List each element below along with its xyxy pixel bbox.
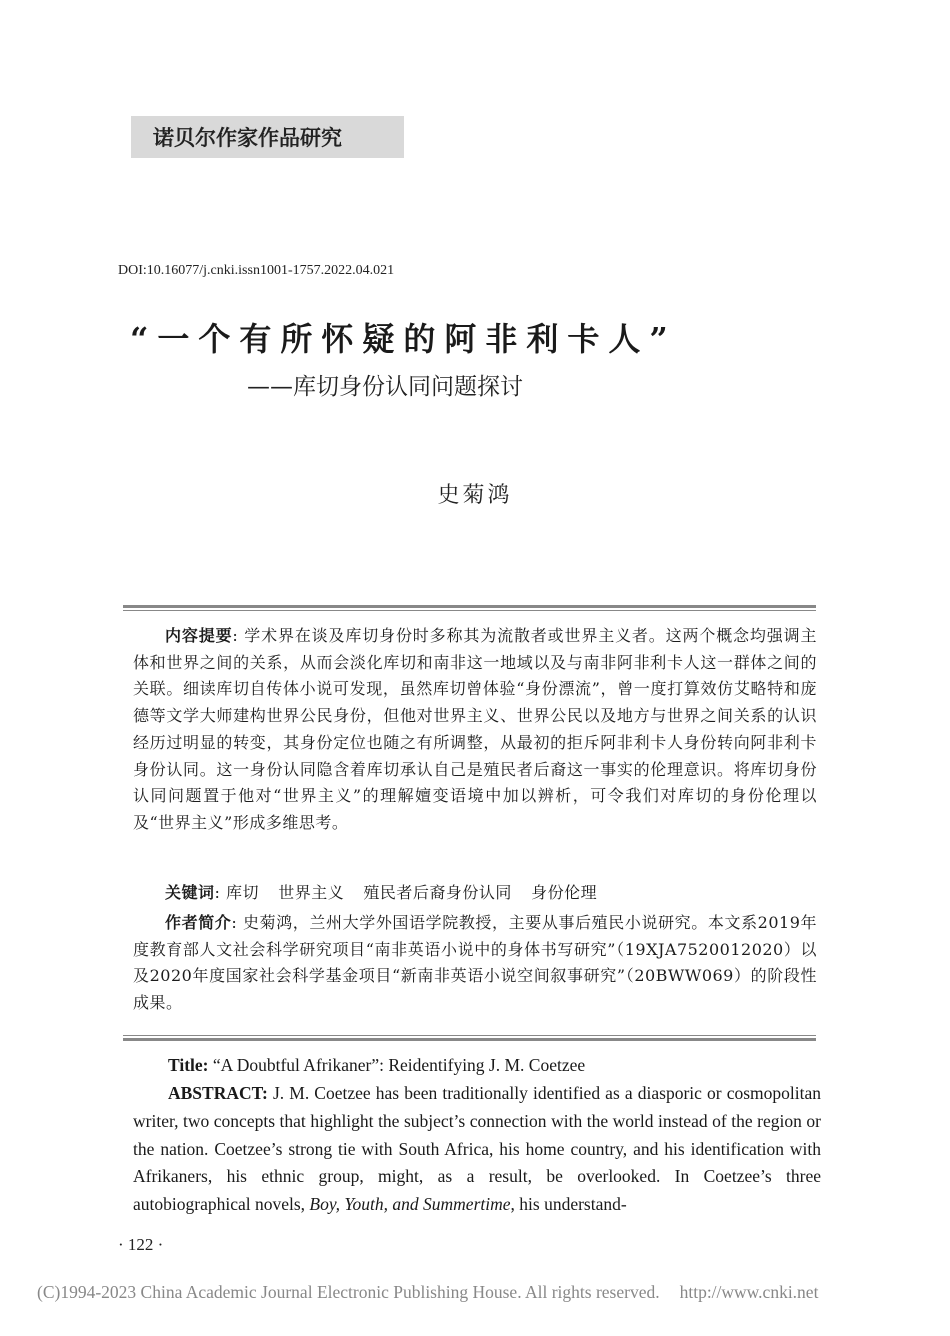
keyword-item: 身份伦理 <box>531 883 598 902</box>
english-abstract-novels: Boy, Youth, and Summertime <box>309 1194 511 1215</box>
keyword-item: 库切 <box>226 883 260 902</box>
english-title-label: Title: <box>168 1055 209 1075</box>
author-bio-text: : 史菊鸿，兰州大学外国语学院教授，主要从事后殖民小说研究。本文系2019年度教育部人文社会科学研究项目“南非英语小说中的身体书写研究”（19XJA7520012020）以及2020年度国家社会科学基金项目“新南非英语小说空间叙事研究”（20BWW069）的阶段性成果。 <box>133 913 817 1013</box>
article-title: “一个有所怀疑的阿非利卡人” <box>130 320 677 358</box>
keywords-zh <box>133 880 817 907</box>
english-abstract-text-end: , his understand- <box>510 1194 627 1215</box>
abstract-zh-text: : 学术界在谈及库切身份时多称其为流散者或世界主义者。这两个概念均强调主体和世界之间的关系，从而会淡化库切和南非这一地域以及与南非阿非利卡人这一群体之间的关联。细读库切自传体小说可发现，虽然库切曾体验“身份漂流”，曾一度打算效仿艾略特和庞德等文学大师建构世界公民身份，但他对世界主义、世界公民以及地方与世界之间关系的认识经历过明显的转变，其身份定位也随之有所调整，从最初的拒斥阿非利卡人身份转向阿非利卡身份认同。这一身份认同隐含着库切承认自己是殖民者后裔这一事实的伦理意识。将库切身份认同问题置于他对“世界主义”的理解嬗变语境中加以辨析，可令我们对库切的身份伦理以及“世界主义”形成多维思考。 <box>133 626 817 832</box>
top-double-rule <box>123 605 816 611</box>
author-bio-zh <box>133 910 817 1017</box>
english-abstract-label: ABSTRACT: <box>168 1083 268 1103</box>
keyword-item: 世界主义 <box>278 883 345 902</box>
keywords-zh-label: 关键词 <box>165 883 215 902</box>
footer <box>37 1282 818 1303</box>
section-banner: 诺贝尔作家作品研究 <box>131 116 404 158</box>
page-number: · 122 · <box>118 1235 164 1254</box>
doi: DOI:10.16077/j.cnki.issn1001-1757.2022.04.021 <box>118 263 395 278</box>
english-title-text: “A Doubtful Afrikaner”: Reidentifying J. M. Coetzee <box>208 1055 586 1075</box>
keywords-zh-colon: : <box>214 883 226 902</box>
bottom-double-rule <box>123 1035 816 1041</box>
footer-url[interactable]: http://www.cnki.net <box>679 1282 819 1302</box>
author-bio-label: 作者简介 <box>165 913 232 932</box>
author-name: 史菊鸿 <box>437 483 513 508</box>
english-abstract-text: J. M. Coetzee has been traditionally identified as a diasporic or cosmopolitan writer, two concepts that highlight the subject’s connection with the world instead of the region or the nation. Coetzee’s strong tie with South Africa, his home country, and his identification with Afrikaners, his ethnic group, might, as a result, be overlooked. In Coetzee’s three autobiographical novels, <box>133 1083 821 1215</box>
english-title <box>133 1052 821 1080</box>
abstract-zh-label: 内容提要 <box>165 626 233 645</box>
abstract-zh <box>133 623 817 837</box>
keyword-item: 殖民者后裔身份认同 <box>363 883 512 902</box>
footer-copyright: (C)1994-2023 China Academic Journal Electronic Publishing House. All rights reserved. <box>37 1282 660 1302</box>
article-subtitle: ——库切身份认同问题探讨 <box>247 374 523 400</box>
english-abstract <box>133 1080 821 1219</box>
